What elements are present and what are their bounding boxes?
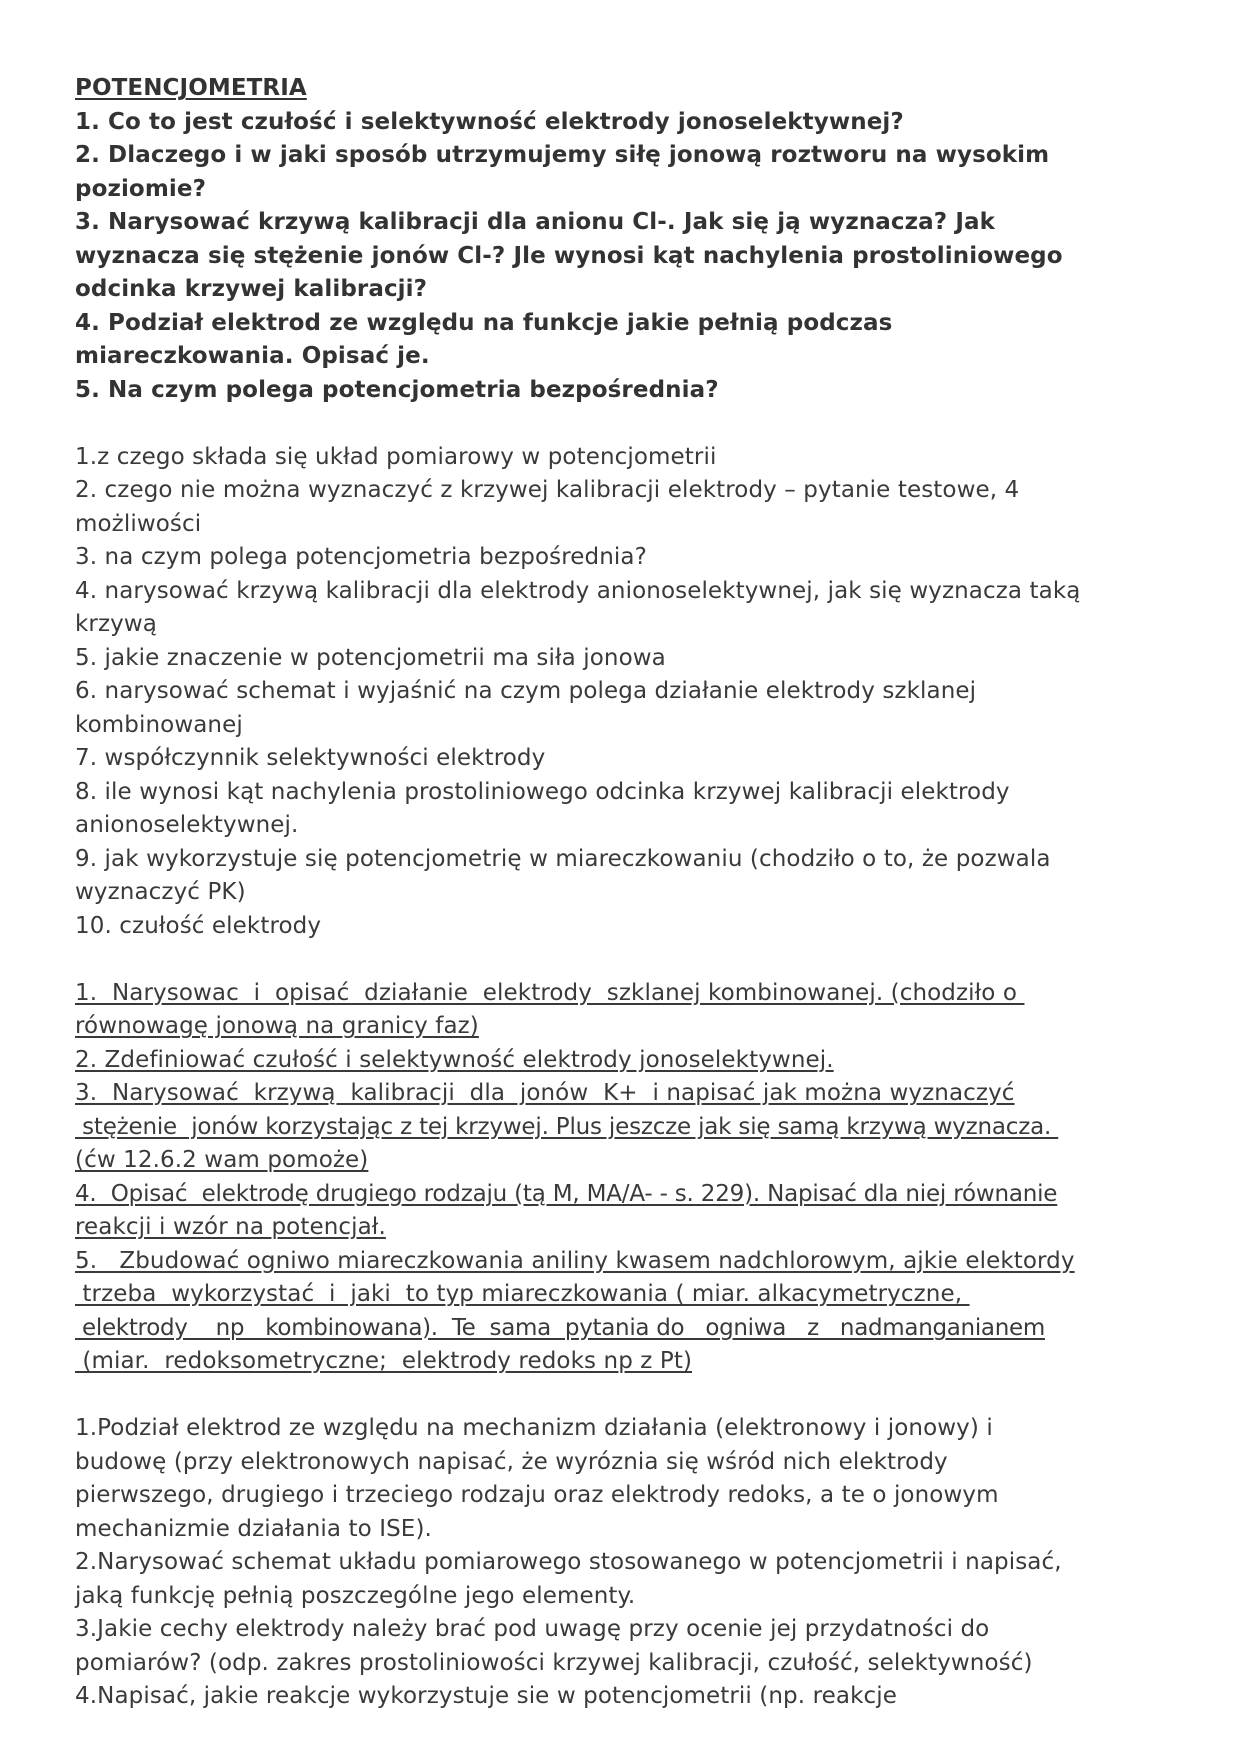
question-line: równowagę jonową na granicy faz)	[75, 1013, 479, 1039]
question-line: reakcji i wzór na potencjał.	[75, 1214, 386, 1240]
question-line: elektrody np kombinowana). Te sama pytania do ogniwa z nadmanganianem	[75, 1314, 1045, 1341]
question-line: jaką funkcję pełnią poszczególne jego elementy.	[75, 1582, 636, 1609]
question-line: trzeba wykorzystać i jaki to typ miareczkowania ( miar. alkacymetryczne,	[75, 1281, 970, 1307]
question-line: pierwszego, drugiego i trzeciego rodzaju oraz elektrody redoks, a te o jonowym	[75, 1482, 999, 1508]
question-line: 3. na czym polega potencjometria bezpośrednia?	[75, 544, 647, 570]
question-line: 1.Podział elektrod ze względu na mechanizm działania (elektronowy i jonowy) i	[75, 1415, 993, 1441]
question-line: 4. Podział elektrod ze względu na funkcje jakie pełnią podczas	[75, 309, 893, 336]
paragraph-gap	[75, 943, 1175, 977]
page-title: POTENCJOMETRIA	[75, 75, 307, 101]
question-line: (miar. redoksometryczne; elektrody redoks np z Pt)	[75, 1348, 693, 1374]
document-page	[75, 72, 1175, 1714]
question-line: 2.Narysować schemat układu pomiarowego stosowanego w potencjometrii i napisać,	[75, 1549, 1062, 1575]
question-line: anionoselektywnej.	[75, 812, 299, 838]
question-line: możliwości	[75, 510, 202, 537]
question-line: 2. Zdefiniować czułość i selektywność elektrody jonoselektywnej.	[75, 1046, 834, 1073]
plain-questions-list	[75, 441, 1175, 944]
question-line: 9. jak wykorzystuje się potencjometrię w miareczkowaniu (chodziło o to, że pozwala	[75, 845, 1051, 872]
question-line: 1. Co to jest czułość i selektywność elektrody jonoselektywnej?	[75, 108, 904, 135]
question-line: budowę (przy elektronowych napisać, że wyróznia się wśród nich elektrody	[75, 1448, 948, 1475]
question-line: 3. Narysować krzywą kalibracji dla anionu Cl-. Jak się ją wyznacza? Jak	[75, 209, 995, 235]
question-line: 3.Jakie cechy elektrody należy brać pod uwagę przy ocenie jej przydatności do	[75, 1616, 990, 1642]
question-line: (ćw 12.6.2 wam pomoże)	[75, 1147, 369, 1173]
question-line: 5. jakie znaczenie w potencjometrii ma siła jonowa	[75, 644, 666, 671]
question-line: 7. współczynnik selektywności elektrody	[75, 745, 546, 771]
question-line: 2. czego nie można wyznaczyć z krzywej kalibracji elektrody – pytanie testowe, 4	[75, 477, 1020, 503]
question-line: 4. narysować krzywą kalibracji dla elektrody anionoselektywnej, jak się wyznacza taką	[75, 577, 1081, 604]
question-line: odcinka krzywej kalibracji?	[75, 276, 428, 302]
question-line: stężenie jonów korzystając z tej krzywej. Plus jeszcze jak się samą krzywą wyznacza.	[75, 1113, 1059, 1140]
question-line: krzywą	[75, 611, 157, 637]
paragraph-gap	[75, 407, 1175, 441]
question-line: 1. Narysowac i opisać działanie elektrody szklanej kombinowanej. (chodziło o	[75, 979, 1025, 1006]
question-line: wyznaczyć PK)	[75, 879, 246, 905]
question-line: 10. czułość elektrody	[75, 912, 322, 939]
bold-questions-list	[75, 106, 1175, 408]
question-line: 1.z czego składa się układ pomiarowy w potencjometrii	[75, 443, 717, 470]
question-line: 6. narysować schemat i wyjaśnić na czym polega działanie elektrody szklanej	[75, 678, 977, 704]
question-line: 2. Dlaczego i w jaki sposób utrzymujemy siłę jonową roztworu na wysokim	[75, 142, 1050, 168]
question-line: 4. Opisać elektrodę drugiego rodzaju (tą M, MA/A- - s. 229). Napisać dla niej równanie	[75, 1180, 1058, 1207]
question-line: 3. Narysować krzywą kalibracji dla jonów K+ i napisać jak można wyznaczyć	[75, 1080, 1015, 1106]
question-line: 5. Zbudować ogniwo miareczkowania aniliny kwasem nadchlorowym, ajkie elektordy	[75, 1247, 1075, 1274]
question-line: 4.Napisać, jakie reakcje wykorzystuje sie w potencjometrii (np. reakcje	[75, 1683, 897, 1709]
question-line: pomiarów? (odp. zakres prostoliniowości krzywej kalibracji, czułość, selektywność)	[75, 1649, 1033, 1676]
question-line: kombinowanej	[75, 711, 243, 738]
question-line: miareczkowania. Opisać je.	[75, 343, 430, 369]
question-line: wyznacza się stężenie jonów Cl-? Jle wynosi kąt nachylenia prostoliniowego	[75, 242, 1063, 269]
underlined-questions-list	[75, 977, 1175, 1379]
question-line: 5. Na czym polega potencjometria bezpośrednia?	[75, 376, 719, 403]
question-line: poziomie?	[75, 175, 207, 202]
question-line: mechanizmie działania to ISE).	[75, 1515, 432, 1542]
question-line: 8. ile wynosi kąt nachylenia prostoliniowego odcinka krzywej kalibracji elektrody	[75, 778, 1010, 805]
final-questions-list	[75, 1412, 1175, 1714]
paragraph-gap	[75, 1379, 1175, 1413]
